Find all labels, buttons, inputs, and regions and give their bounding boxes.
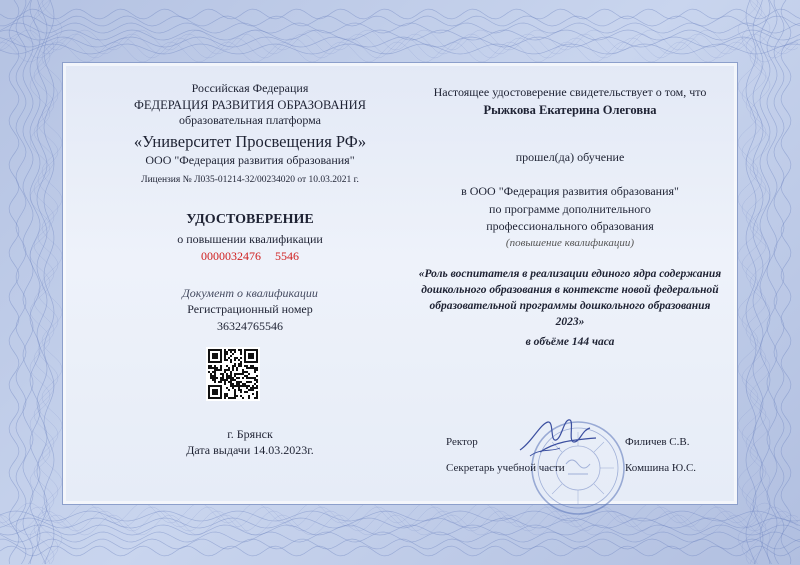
platform-type: образовательная платформа xyxy=(178,113,322,127)
rector-title: Ректор xyxy=(446,436,478,448)
document-kind: Документ о квалификации xyxy=(182,286,318,300)
license-line: Лицензия № Л035-01214-32/00234020 от 10.03.2021 г. xyxy=(141,175,359,185)
signature-icon xyxy=(510,412,600,462)
document-number xyxy=(170,250,330,264)
person-name: Рыжкова Екатерина Олеговна xyxy=(483,103,657,117)
document-title: УДОСТОВЕРЕНИЕ xyxy=(186,212,314,227)
registration-label: Регистрационный номер xyxy=(187,302,313,316)
passed-training-text: прошел(да) обучение xyxy=(515,150,625,164)
course-title-line: дошкольного образования в контексте новой федеральной xyxy=(421,284,719,296)
issue-city: г. Брянск xyxy=(227,427,273,441)
country-name: Российская Федерация xyxy=(191,81,309,95)
program-line: по программе дополнительного xyxy=(489,202,651,216)
secretary-name: Комшина Ю.С. xyxy=(625,462,697,474)
course-title-line: «Роль воспитателя в реализации единого ядра содержания xyxy=(418,268,722,280)
organization-name: ООО "Федерация развития образования" xyxy=(145,153,355,167)
rector-name: Филичев С.В. xyxy=(625,436,690,448)
course-title-line: 2023» xyxy=(555,316,585,328)
program-kind: (повышение квалификации) xyxy=(505,237,635,249)
intro-text: Настоящее удостоверение свидетельствует о том, что xyxy=(433,85,707,99)
document-number-part2: 5546 xyxy=(275,249,299,263)
course-title-line: образовательной программы дошкольного образования xyxy=(429,300,711,312)
program-line: профессионального образования xyxy=(486,219,654,233)
registration-number: 36324765546 xyxy=(217,319,283,333)
platform-name: «Университет Просвещения РФ» xyxy=(133,132,367,151)
qr-code-icon xyxy=(206,347,260,401)
issue-date: Дата выдачи 14.03.2023г. xyxy=(186,443,314,457)
document-number-part1: 0000032476 xyxy=(201,249,261,263)
course-volume: в объёме 144 часа xyxy=(525,336,615,348)
document-subtitle: о повышении квалификации xyxy=(177,232,323,246)
secretary-title: Секретарь учебной части xyxy=(446,462,565,474)
federation-name: ФЕДЕРАЦИЯ РАЗВИТИЯ ОБРАЗОВАНИЯ xyxy=(134,98,366,112)
training-organization: в ООО "Федерация развития образования" xyxy=(461,184,679,198)
